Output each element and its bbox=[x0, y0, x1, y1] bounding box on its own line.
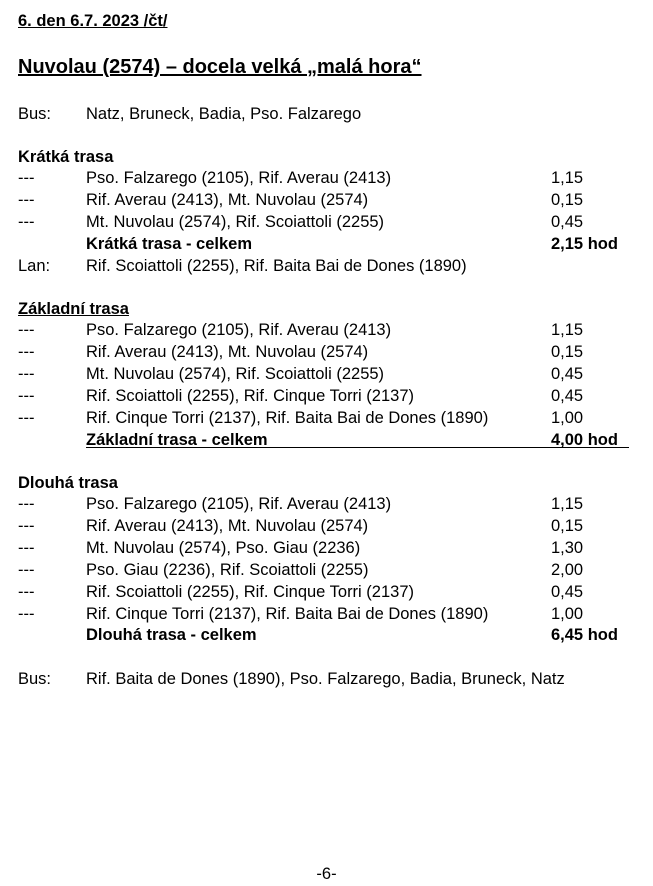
row-marker: --- bbox=[18, 365, 35, 383]
day-heading: 6. den 6.7. 2023 /čt/ bbox=[18, 12, 168, 30]
table-row bbox=[0, 387, 653, 409]
row-marker: --- bbox=[18, 387, 35, 405]
row-time: 0,45 bbox=[551, 387, 584, 405]
cable-car-row bbox=[0, 257, 653, 279]
row-route: Mt. Nuvolau (2574), Pso. Giau (2236) bbox=[86, 539, 361, 557]
table-row bbox=[0, 191, 653, 213]
section-heading-short: Krátká trasa bbox=[18, 148, 114, 166]
total-time: 4,00 hod bbox=[551, 431, 618, 449]
row-route: Mt. Nuvolau (2574), Rif. Scoiattoli (2255) bbox=[86, 365, 385, 383]
row-marker: --- bbox=[18, 583, 35, 601]
table-row bbox=[0, 409, 653, 431]
total-underline bbox=[86, 447, 629, 448]
row-marker: --- bbox=[18, 169, 35, 187]
total-time: 2,15 hod bbox=[551, 235, 618, 253]
table-row bbox=[0, 517, 653, 539]
row-route: Rif. Averau (2413), Mt. Nuvolau (2574) bbox=[86, 343, 369, 361]
row-route: Rif. Cinque Torri (2137), Rif. Baita Bai de Dones (1890) bbox=[86, 605, 489, 623]
table-row bbox=[0, 605, 653, 627]
table-row bbox=[0, 539, 653, 561]
row-marker: --- bbox=[18, 343, 35, 361]
row-marker: --- bbox=[18, 539, 35, 557]
row-time: 1,15 bbox=[551, 169, 584, 187]
total-row bbox=[0, 431, 653, 453]
row-time: 1,15 bbox=[551, 321, 584, 339]
section-heading-basic: Základní trasa bbox=[18, 300, 129, 318]
row-route: Pso. Falzarego (2105), Rif. Averau (2413) bbox=[86, 321, 392, 339]
row-route: Mt. Nuvolau (2574), Rif. Scoiattoli (2255) bbox=[86, 213, 385, 231]
row-time: 1,15 bbox=[551, 495, 584, 513]
table-row bbox=[0, 583, 653, 605]
row-route: Rif. Cinque Torri (2137), Rif. Baita Bai de Dones (1890) bbox=[86, 409, 489, 427]
row-marker: --- bbox=[18, 409, 35, 427]
cable-car-route: Rif. Scoiattoli (2255), Rif. Baita Bai de Dones (1890) bbox=[86, 257, 467, 275]
cable-car-label: Lan: bbox=[18, 257, 51, 275]
total-time: 6,45 hod bbox=[551, 626, 618, 644]
page-title: Nuvolau (2574) – docela velká „malá hora“ bbox=[18, 56, 422, 78]
table-row bbox=[0, 365, 653, 387]
row-time: 0,45 bbox=[551, 583, 584, 601]
table-row bbox=[0, 213, 653, 235]
row-time: 1,00 bbox=[551, 605, 584, 623]
row-marker: --- bbox=[18, 321, 35, 339]
total-row bbox=[0, 626, 653, 648]
row-time: 0,45 bbox=[551, 365, 584, 383]
total-label: Krátká trasa - celkem bbox=[86, 235, 253, 253]
total-label: Základní trasa - celkem bbox=[86, 431, 268, 449]
bus-route: Rif. Baita de Dones (1890), Pso. Falzarego, Badia, Bruneck, Natz bbox=[86, 670, 565, 688]
row-marker: --- bbox=[18, 495, 35, 513]
row-marker: --- bbox=[18, 605, 35, 623]
total-label: Dlouhá trasa - celkem bbox=[86, 626, 257, 644]
bus-end-row bbox=[0, 670, 653, 692]
total-row bbox=[0, 235, 653, 257]
row-time: 0,15 bbox=[551, 191, 584, 209]
row-route: Pso. Giau (2236), Rif. Scoiattoli (2255) bbox=[86, 561, 369, 579]
bus-label: Bus: bbox=[18, 105, 52, 123]
row-route: Rif. Scoiattoli (2255), Rif. Cinque Torri (2137) bbox=[86, 583, 415, 601]
row-time: 0,15 bbox=[551, 343, 584, 361]
row-route: Pso. Falzarego (2105), Rif. Averau (2413) bbox=[86, 169, 392, 187]
page-number: -6- bbox=[316, 865, 337, 883]
table-row bbox=[0, 169, 653, 191]
bus-label: Bus: bbox=[18, 670, 52, 688]
row-route: Pso. Falzarego (2105), Rif. Averau (2413) bbox=[86, 495, 392, 513]
row-marker: --- bbox=[18, 561, 35, 579]
row-marker: --- bbox=[18, 517, 35, 535]
table-row bbox=[0, 561, 653, 583]
row-time: 0,45 bbox=[551, 213, 584, 231]
row-route: Rif. Averau (2413), Mt. Nuvolau (2574) bbox=[86, 191, 369, 209]
row-marker: --- bbox=[18, 213, 35, 231]
row-time: 0,15 bbox=[551, 517, 584, 535]
section-heading-long: Dlouhá trasa bbox=[18, 474, 118, 492]
row-marker: --- bbox=[18, 191, 35, 209]
bus-start-row bbox=[0, 105, 653, 127]
row-route: Rif. Averau (2413), Mt. Nuvolau (2574) bbox=[86, 517, 369, 535]
row-time: 2,00 bbox=[551, 561, 584, 579]
row-time: 1,00 bbox=[551, 409, 584, 427]
row-route: Rif. Scoiattoli (2255), Rif. Cinque Torri (2137) bbox=[86, 387, 415, 405]
bus-route: Natz, Bruneck, Badia, Pso. Falzarego bbox=[86, 105, 362, 123]
table-row bbox=[0, 495, 653, 517]
table-row bbox=[0, 321, 653, 343]
table-row bbox=[0, 343, 653, 365]
row-time: 1,30 bbox=[551, 539, 584, 557]
